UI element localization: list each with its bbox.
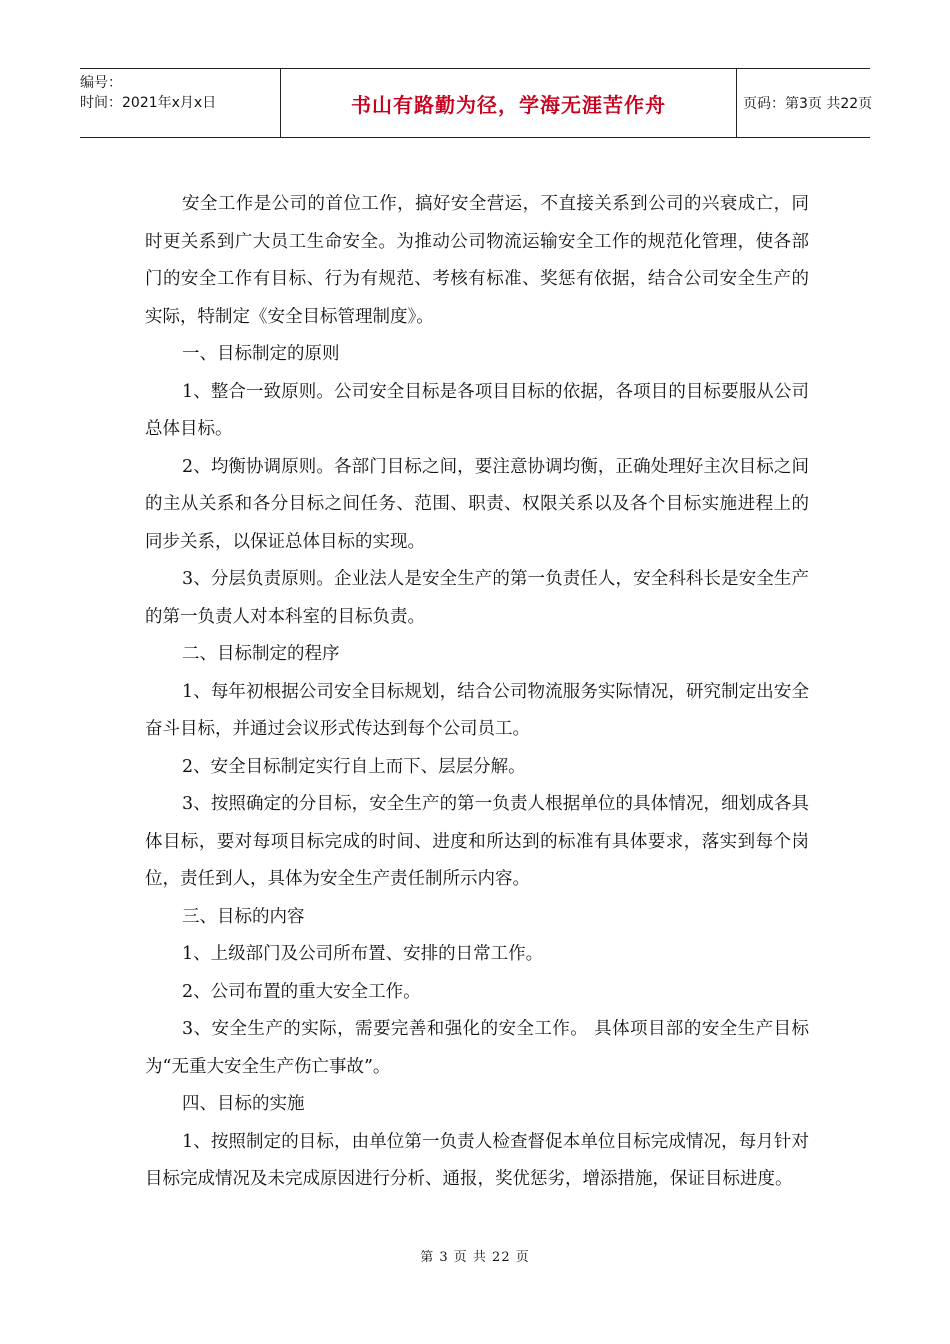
document-header — [80, 68, 873, 138]
header-page-info: 页码：第3页 共22页 — [743, 96, 873, 112]
paragraph-4-1: 1、按照制定的目标，由单位第一负责人检查督促本单位目标完成情况，每月针对目标完成情况及未完成原因进行分析、通报，奖优惩劣，增添措施，保证目标进度。 — [145, 1131, 809, 1189]
header-meta — [80, 69, 280, 137]
paragraph-3-3: 3、安全生产的实际，需要完善和强化的安全工作。 具体项目部的安全生产目标为“无重大安全生产伤亡事故”。 — [145, 1019, 809, 1077]
paragraph-3-1: 1、上级部门及公司所布置、安排的日常工作。 — [182, 944, 544, 964]
paragraph-1-1: 1、整合一致原则。公司安全目标是各项目目标的依据，各项目的目标要服从公司总体目标。 — [145, 381, 809, 439]
section-heading-3: 三、目标的内容 — [182, 906, 305, 927]
section-heading-2: 二、目标制定的程序 — [182, 644, 340, 664]
page-footer: 第 3 页 共 22 页 — [420, 1250, 530, 1265]
date-line: 时间：2021年x月x日 — [80, 95, 217, 111]
paragraph-1-3: 3、分层负责原则。企业法人是安全生产的第一负责任人，安全科科长是安全生产的第一负责人对本科室的目标负责。 — [145, 569, 809, 627]
paragraph-1-2: 2、均衡协调原则。各部门目标之间，要注意协调均衡，正确处理好主次目标之间的主从关系和各分目标之间任务、范围、职责、权限关系以及各个目标实施进程上的同步关系，以保证总体目标的实现。 — [145, 456, 809, 552]
number-label: 编号： — [80, 75, 122, 91]
header-motto: 书山有路勤为径，学海无涯苦作舟 — [280, 69, 737, 137]
document-body — [145, 186, 809, 1199]
paragraph-2-3: 3、按照确定的分目标，安全生产的第一负责人根据单位的具体情况，细划成各具体目标，要对每项目标完成的时间、进度和所达到的标准有具体要求，落实到每个岗位，责任到人，具体为安全生产责任制所示内容。 — [145, 794, 809, 889]
paragraph-2-1: 1、每年初根据公司安全目标规划，结合公司物流服务实际情况，研究制定出安全奋斗目标，并通过会议形式传达到每个公司员工。 — [145, 681, 809, 739]
section-heading-1: 一、目标制定的原则 — [182, 344, 340, 364]
intro-paragraph: 安全工作是公司的首位工作，搞好安全营运，不直接关系到公司的兴衰成亡，同时更关系到广大员工生命安全。为推动公司物流运输安全工作的规范化管理，使各部门的安全工作有目标、行为有规范、考核有标准、奖惩有依据，结合公司安全生产的实际，特制定《安全目标管理制度》。 — [145, 194, 809, 327]
paragraph-3-2: 2、公司布置的重大安全工作。 — [182, 981, 421, 1002]
section-heading-4: 四、目标的实施 — [182, 1094, 305, 1114]
paragraph-2-2: 2、安全目标制定实行自上而下、层层分解。 — [182, 756, 526, 777]
